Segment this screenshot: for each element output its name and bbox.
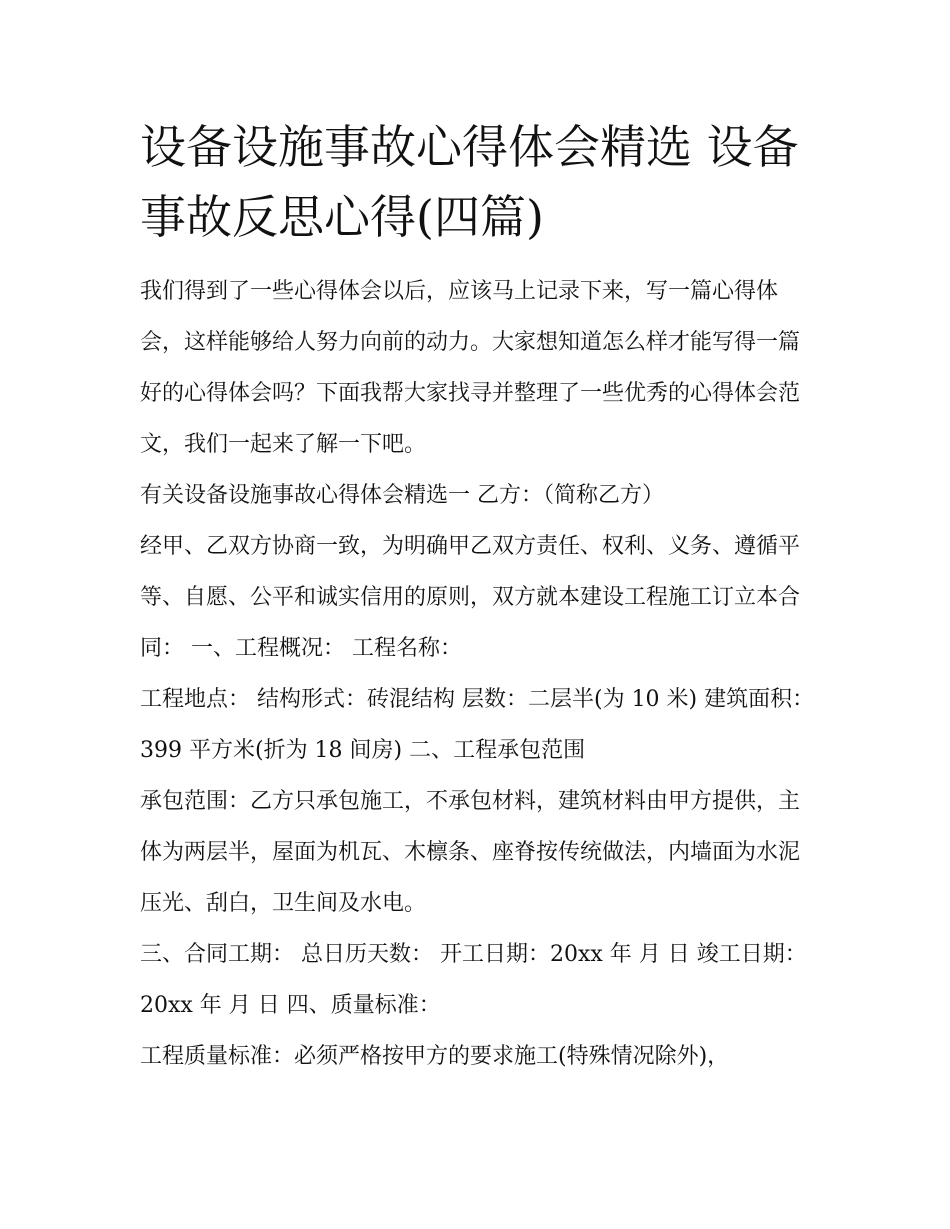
paragraph-intro: 我们得到了一些心得体会以后，应该马上记录下来，写一篇心得体会，这样能够给人努力向前的动力。大家想知道怎么样才能写得一篇好的心得体会吗？下面我帮大家找寻并整理了一些优秀的心得体会范文，我们一起来了解一下吧。 [140,279,801,457]
paragraph-contract-period: 三、合同工期： 总日历天数： 开工日期：20xx 年 月 日 竣工日期：20xx 年 月 日 四、质量标准： [140,942,807,1018]
paragraph-quality-standard: 工程质量标准：必须严格按甲方的要求施工(特殊情况除外)， [140,1044,730,1069]
paragraph-agreement: 经甲、乙双方协商一致，为明确甲乙双方责任、权利、义务、遵循平等、自愿、公平和诚实信用的原则，双方就本建设工程施工订立本合同： 一、工程概况： 工程名称： [140,534,801,661]
paragraph-section-one-heading: 有关设备设施事故心得体会精选一 乙方：（简称乙方） [140,483,664,508]
document-page [140,112,820,1082]
document-title: 设备设施事故心得体会精选 设备事故反思心得(四篇) [140,120,799,244]
paragraph-project-location: 工程地点： 结构形式：砖混结构 层数：二层半(为 10 米) 建筑面积：399 平方米(折为 18 间房) 二、工程承包范围 [140,687,815,763]
paragraph-contract-scope: 承包范围：乙方只承包施工，不承包材料，建筑材料由甲方提供，主体为两层半，屋面为机瓦、木檩条、座脊按传统做法，内墙面为水泥压光、刮白，卫生间及水电。 [140,789,801,916]
